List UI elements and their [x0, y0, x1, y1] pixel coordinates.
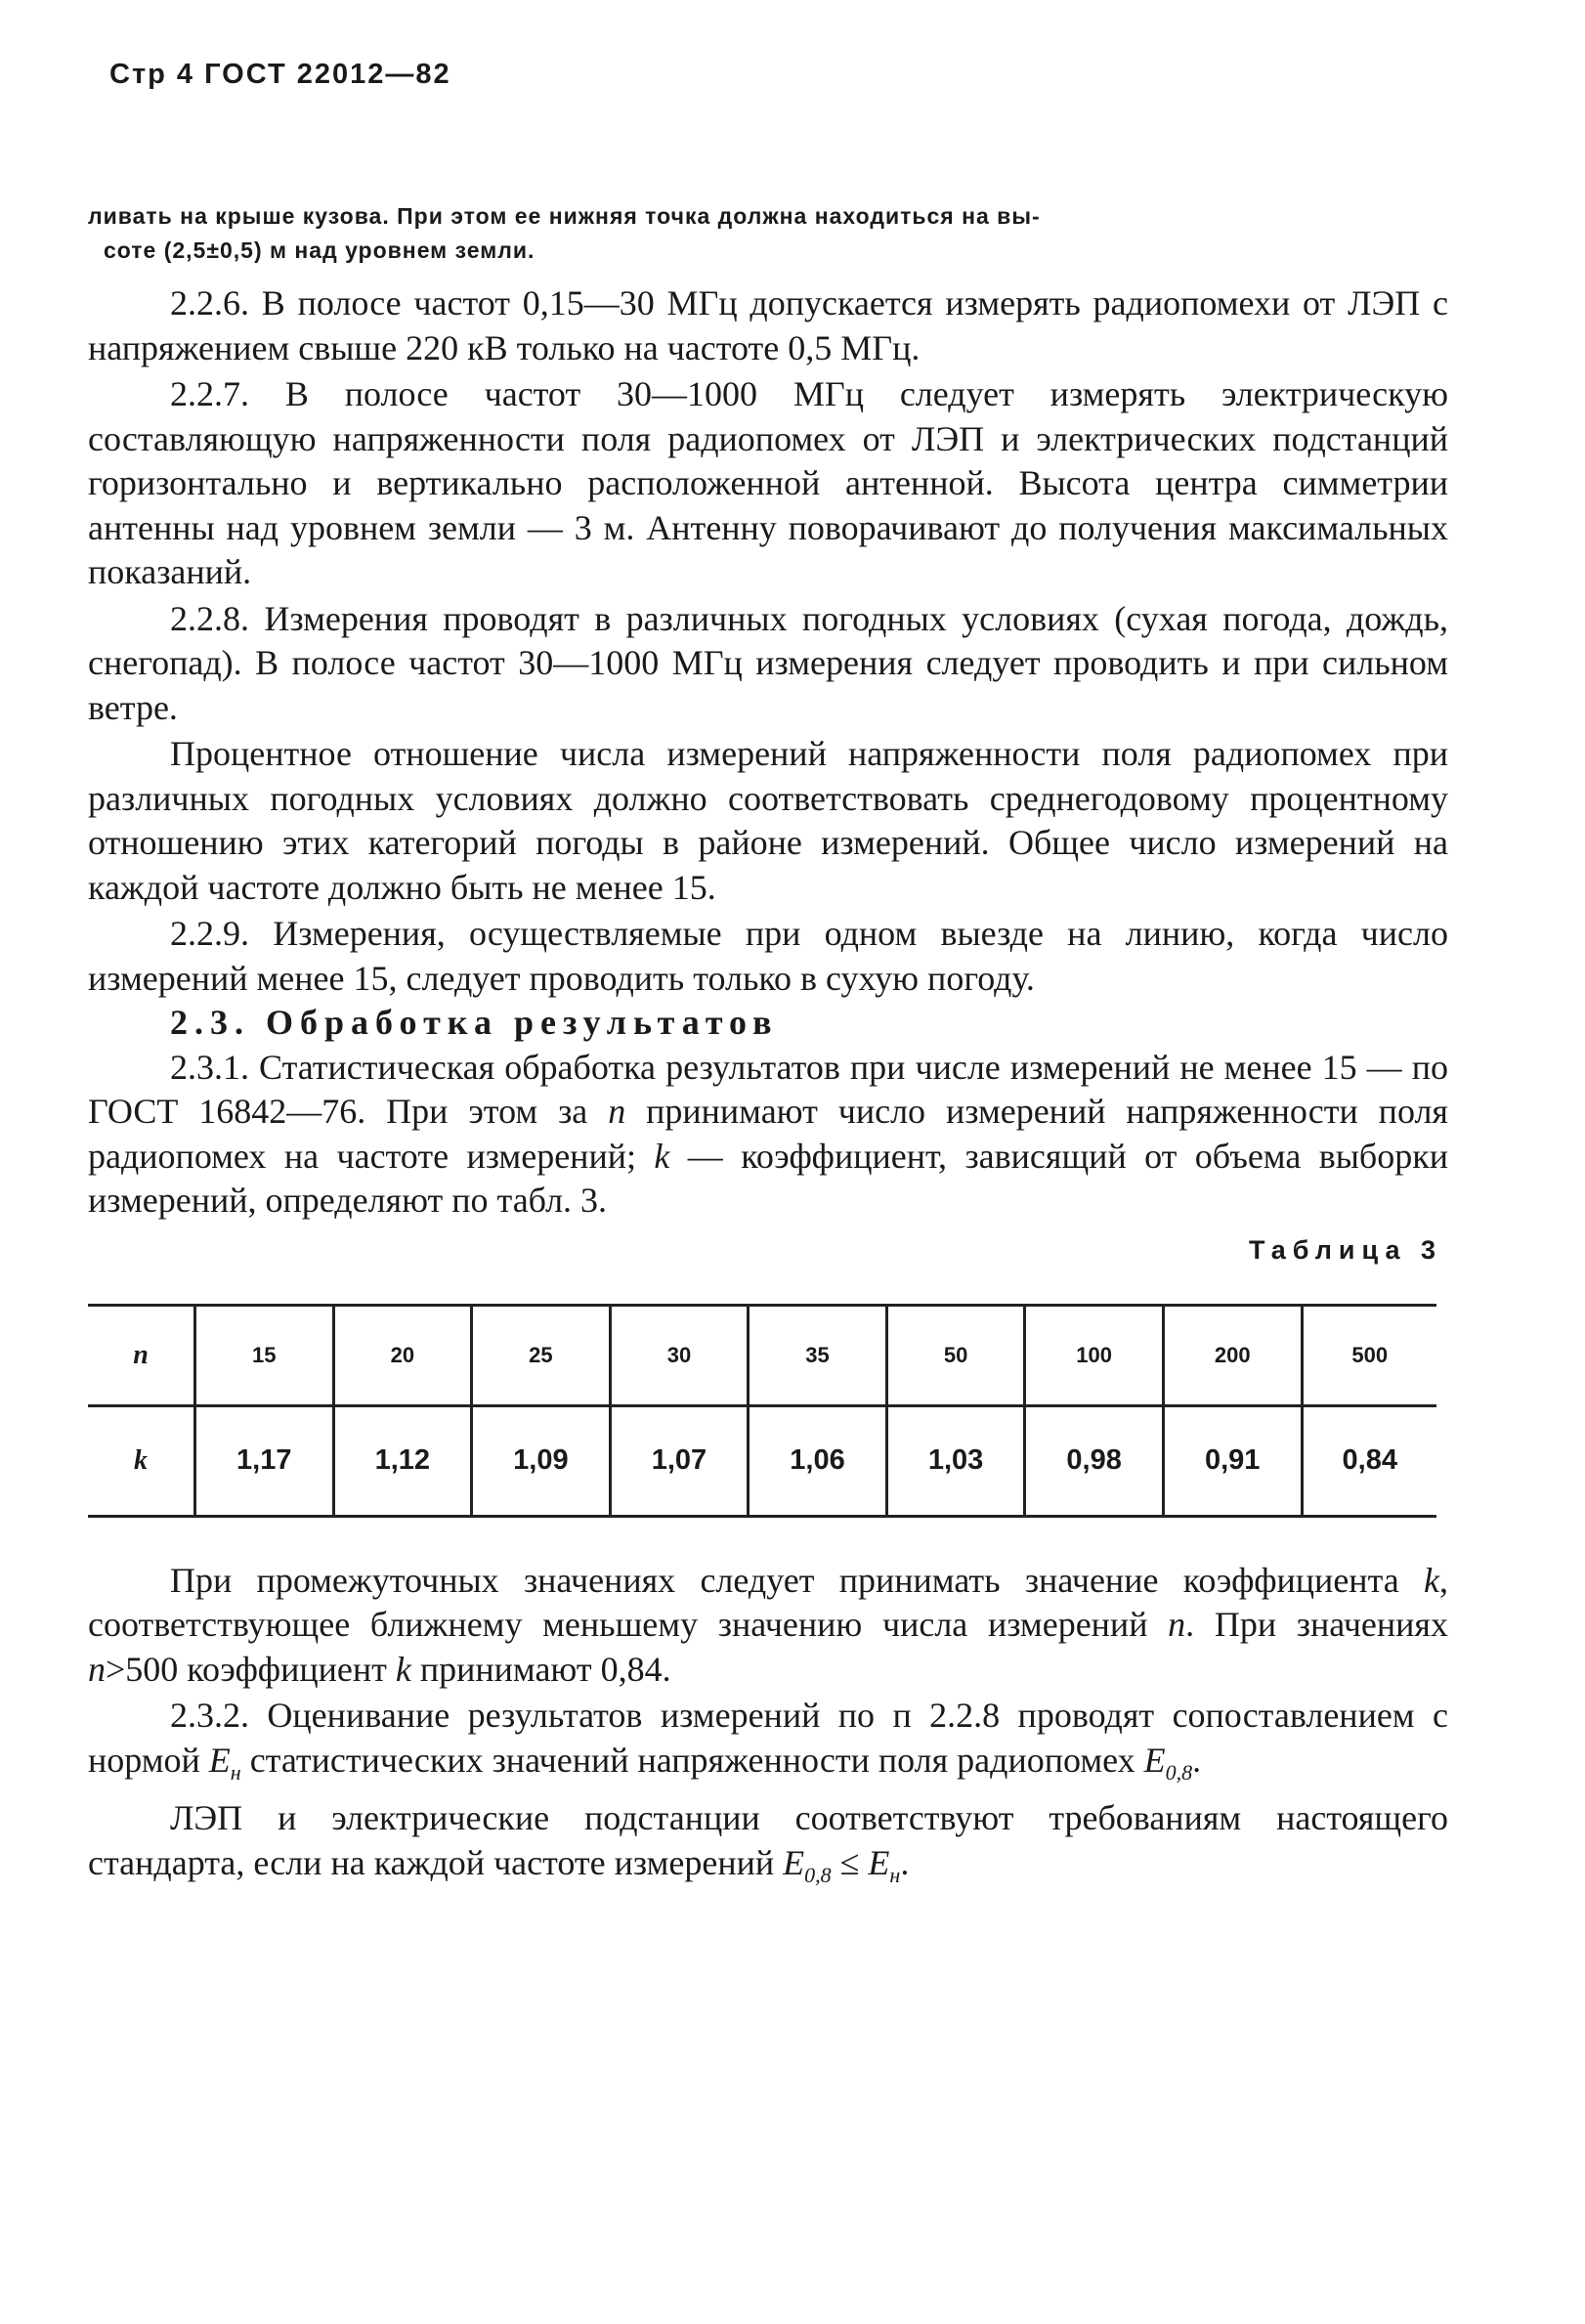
coefficient-table — [88, 1304, 1436, 1518]
var-n: n — [608, 1092, 626, 1131]
k-cell: 0,98 — [1025, 1405, 1164, 1516]
var-k: k — [654, 1136, 670, 1176]
n-cell: 100 — [1025, 1305, 1164, 1405]
table-row-n — [88, 1305, 1436, 1405]
var-k: k — [395, 1649, 411, 1689]
row-label-k: k — [134, 1444, 148, 1476]
row-label-n: n — [88, 1305, 195, 1405]
table-caption: Таблица 3 — [1248, 1234, 1442, 1265]
var-e-norm: $E_н$ — [208, 1740, 241, 1785]
intro-line-2: соте (2,5±0,5) м над уровнем земли. — [104, 237, 535, 263]
n-cell: 200 — [1163, 1305, 1302, 1405]
var-e-08: $E_{0,8}$ — [1143, 1740, 1193, 1785]
n-cell: 25 — [472, 1305, 611, 1405]
table-row-k — [88, 1405, 1436, 1516]
paragraph-final: ЛЭП и электрические подстанции соответствуют требованиям настоящего стандарта, если на каждой частоте измерений $E_{0,8} \le E_н$. — [88, 1798, 1448, 1887]
n-cell: 20 — [333, 1305, 472, 1405]
paragraph-2-2-8-cont: Процентное отношение числа измерений напряженности поля радиопомех при различных погодных условиях должно соответствовать среднегодовому процентному отношению этих категорий погоды в районе измерений. Общее число измерений на каждой частоте должно быть не менее 15. — [88, 734, 1448, 907]
k-cell: 1,12 — [333, 1405, 472, 1516]
document-page — [88, 59, 1448, 1897]
var-k: k — [1424, 1560, 1439, 1600]
k-cell: 1,17 — [195, 1405, 334, 1516]
k-cell: 1,03 — [886, 1405, 1025, 1516]
paragraph-2-3-1: 2.3.1. Статистическая обработка результатов при числе измерений не менее 15 — по ГОСТ 16842—76. При этом за n принимают число измерений напряженности поля радиопомех на частоте измерений; k — коэффициент, зависящий от объема выборки измерений, определяют по табл. 3. — [88, 1047, 1448, 1220]
intro-line-1: ливать на крыше кузова. При этом ее нижняя точка должна находиться на вы- — [88, 203, 1041, 229]
n-cell: 50 — [886, 1305, 1025, 1405]
var-e-08: $E_{0,8}$ — [783, 1842, 832, 1887]
paragraph-2-2-7: 2.2.7. В полосе частот 30—1000 МГц следует измерять электрическую составляющую напряженности поля радиопомех от ЛЭП и электрических подстанций горизонтально и вертикально расположенной антенной. Высота центра симметрии антенны над уровнем земли — 3 м. Антенну поворачивают до получения максимальных показаний. — [88, 374, 1448, 591]
intro-paragraph — [88, 199, 1448, 268]
n-cell: 30 — [610, 1305, 749, 1405]
paragraph-2-2-8: 2.2.8. Измерения проводят в различных погодных условиях (сухая погода, дождь, снегопад). В полосе частот 30—1000 МГц измерения следует проводить и при сильном ветре. — [88, 598, 1448, 727]
k-cell: 0,91 — [1163, 1405, 1302, 1516]
k-cell: 1,07 — [610, 1405, 749, 1516]
k-cell: 1,09 — [472, 1405, 611, 1516]
section-title-2-3: 2.3. Обработка результатов — [170, 1003, 779, 1042]
n-cell: 15 — [195, 1305, 334, 1405]
paragraph-2-2-9: 2.2.9. Измерения, осуществляемые при одном выезде на линию, когда число измерений менее 15, следует проводить только в сухую погоду. — [88, 914, 1448, 998]
n-cell: 35 — [749, 1305, 887, 1405]
n-cell: 500 — [1302, 1305, 1436, 1405]
k-cell: 0,84 — [1302, 1405, 1436, 1516]
k-cell: 1,06 — [749, 1405, 887, 1516]
paragraph-2-2-6: 2.2.6. В полосе частот 0,15—30 МГц допускается измерять радиопомехи от ЛЭП с напряжением свыше 220 кВ только на частоте 0,5 МГц. — [88, 283, 1448, 367]
var-n: n — [1168, 1605, 1186, 1644]
paragraph-after-table: При промежуточных значениях следует принимать значение коэффициента k, соответствующее ближнему меньшему значению числа измерений n. При значениях n>500 коэффициент k принимают 0,84. — [88, 1560, 1448, 1689]
var-n: n — [88, 1649, 106, 1689]
paragraph-2-3-2: 2.3.2. Оценивание результатов измерений по п 2.2.8 проводят сопоставлением с нормой $E_н$ статистических значений напряженности поля радиопомех $E_{0,8}$. — [88, 1696, 1448, 1785]
page-header: Стр 4 ГОСТ 22012—82 — [109, 59, 451, 90]
var-e-norm: $E_н$ — [868, 1842, 901, 1887]
